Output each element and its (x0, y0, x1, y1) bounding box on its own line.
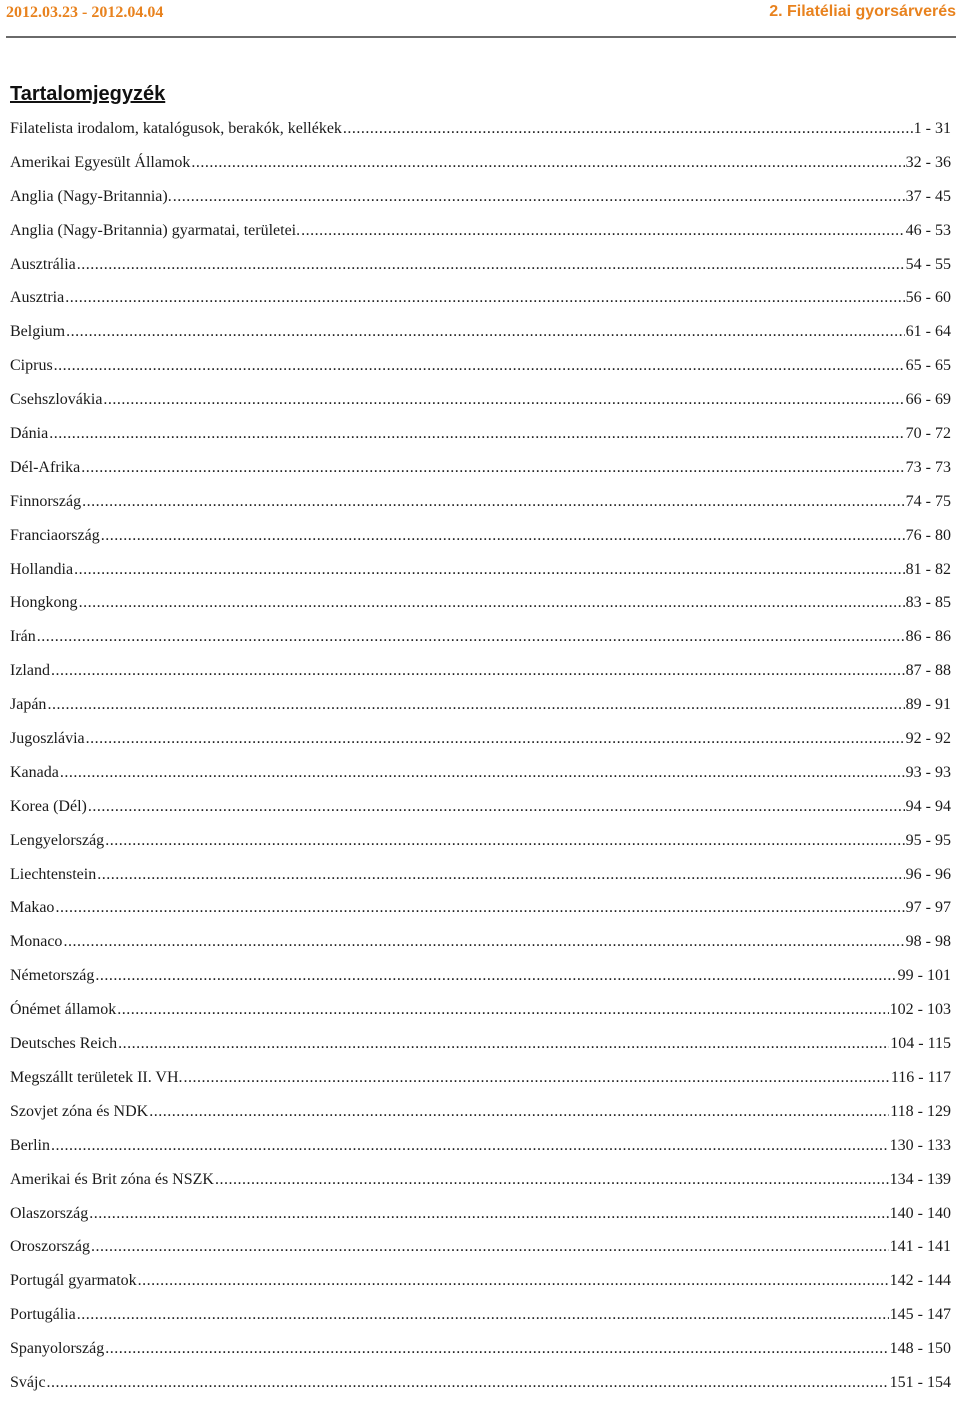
toc-entry-pages: 99 - 101 (897, 967, 951, 985)
toc-entry-pages: 140 - 140 (889, 1204, 951, 1222)
toc-heading: Tartalomjegyzék (10, 83, 166, 105)
toc-entry-label: Portugál gyarmatok (10, 1272, 137, 1290)
toc-entry[interactable] (10, 186, 951, 220)
toc-entry-label: Irán (10, 628, 36, 646)
toc-entry-label: Ausztria (10, 289, 65, 307)
toc-dot-leader (149, 1101, 889, 1123)
toc-dot-leader (301, 220, 905, 242)
toc-entry[interactable] (10, 321, 951, 355)
toc-entry-label: Szovjet zóna és NDK (10, 1102, 149, 1120)
toc-entry-pages: 130 - 133 (889, 1136, 951, 1154)
toc-dot-leader (66, 321, 905, 343)
toc-dot-leader (51, 1135, 889, 1157)
toc-entry-pages: 95 - 95 (905, 831, 951, 849)
toc-dot-leader (88, 796, 905, 818)
toc-entry-label: Csehszlovákia (10, 391, 103, 409)
toc-entry-label: Finnország (10, 492, 82, 510)
toc-entry[interactable] (10, 220, 951, 254)
toc-entry[interactable] (10, 152, 951, 186)
toc-entry[interactable] (10, 864, 951, 898)
toc-entry-label: Jugoszlávia (10, 730, 85, 748)
toc-entry[interactable] (10, 762, 951, 796)
toc-dot-leader (47, 1372, 889, 1394)
toc-entry-pages: 61 - 64 (905, 323, 951, 341)
toc-entry[interactable] (10, 1338, 951, 1372)
toc-entry[interactable] (10, 999, 951, 1033)
toc-entry[interactable] (10, 254, 951, 288)
toc-entry-pages: 83 - 85 (905, 594, 951, 612)
toc-entry-pages: 32 - 36 (905, 153, 951, 171)
toc-dot-leader (77, 1304, 889, 1326)
toc-entry[interactable] (10, 965, 951, 999)
toc-entry-label: Berlin (10, 1136, 50, 1154)
toc-dot-leader (55, 897, 904, 919)
toc-entry-pages: 1 - 31 (913, 120, 951, 137)
toc-entry-label: Kanada (10, 763, 59, 781)
toc-entry-label: Portugália (10, 1306, 76, 1324)
toc-entry-label: Filatelista irodalom, katalógusok, berakók, kellékek (10, 120, 342, 137)
toc-entry[interactable] (10, 1203, 951, 1237)
toc-entry[interactable] (10, 931, 951, 965)
toc-dot-leader (86, 728, 905, 750)
toc-entry-label: Izland (10, 662, 50, 680)
toc-dot-leader (97, 864, 904, 886)
toc-entry-pages: 145 - 147 (889, 1306, 951, 1324)
toc-entry-pages: 94 - 94 (905, 797, 951, 815)
toc-entry[interactable] (10, 830, 951, 864)
toc-entry[interactable] (10, 660, 951, 694)
toc-dot-leader (74, 559, 905, 581)
toc-entry[interactable] (10, 626, 951, 660)
toc-entry-label: Svájc (10, 1373, 46, 1391)
toc-entry-pages: 98 - 98 (905, 933, 951, 951)
toc-dot-leader (105, 1338, 888, 1360)
toc-entry-label: Spanyolország (10, 1340, 105, 1358)
toc-dot-leader (37, 626, 905, 648)
toc-entry-label: Deutsches Reich (10, 1035, 118, 1053)
toc-entry-pages: 93 - 93 (905, 763, 951, 781)
toc-entry[interactable] (10, 1135, 951, 1169)
toc-dot-leader (173, 186, 905, 208)
toc-entry[interactable] (10, 592, 951, 626)
toc-entry[interactable] (10, 1067, 951, 1101)
auction-title: 2. Filatéliai gyorsárverés (769, 3, 956, 20)
toc-dot-leader (103, 389, 904, 411)
toc-entry[interactable] (10, 1033, 951, 1067)
toc-entry-pages: 81 - 82 (905, 560, 951, 578)
toc-dot-leader (138, 1270, 889, 1292)
toc-dot-leader (89, 1203, 888, 1225)
toc-entry-pages: 70 - 72 (905, 425, 951, 443)
toc-entry[interactable] (10, 423, 951, 457)
toc-dot-leader (54, 355, 905, 377)
toc-entry-pages: 86 - 86 (905, 628, 951, 646)
toc-entry-label: Hollandia (10, 560, 74, 578)
toc-dot-leader (51, 660, 905, 682)
toc-entry[interactable] (10, 525, 951, 559)
toc-entry[interactable] (10, 287, 951, 321)
toc-entry-pages: 56 - 60 (905, 289, 951, 307)
toc-entry-pages: 148 - 150 (889, 1340, 951, 1358)
toc-entry[interactable] (10, 728, 951, 762)
page-header (6, 0, 956, 38)
toc-dot-leader (117, 999, 888, 1021)
toc-entry[interactable] (10, 559, 951, 593)
toc-entry-label: Japán (10, 696, 47, 714)
toc-entry-pages: 118 - 129 (890, 1102, 951, 1120)
toc-entry-pages: 76 - 80 (905, 526, 951, 544)
toc-entry-pages: 151 - 154 (889, 1373, 951, 1391)
toc-dot-leader (79, 592, 905, 614)
toc-entry-label: Oroszország (10, 1238, 90, 1256)
toc-dot-leader (118, 1033, 889, 1055)
toc-entry-pages: 92 - 92 (905, 730, 951, 748)
toc-dot-leader (95, 965, 896, 987)
toc-dot-leader (47, 694, 904, 716)
toc-dot-leader (105, 830, 904, 852)
toc-entry[interactable] (10, 355, 951, 389)
toc-entry[interactable] (10, 389, 951, 423)
toc-entry[interactable] (10, 1270, 951, 1304)
toc-entry-label: Dánia (10, 425, 49, 443)
toc-entry-label: Ónémet államok (10, 1001, 117, 1019)
toc-dot-leader (101, 525, 905, 547)
toc-entry[interactable] (10, 796, 951, 830)
toc-entry[interactable] (10, 118, 951, 152)
toc-entry-label: Franciaország (10, 526, 100, 544)
toc-entry[interactable] (10, 1101, 951, 1135)
toc-entry[interactable] (10, 491, 951, 525)
toc-dot-leader (215, 1169, 889, 1191)
toc-entry-pages: 141 - 141 (889, 1238, 951, 1256)
toc-entry[interactable] (10, 694, 951, 728)
toc-entry-label: Anglia (Nagy-Britannia) gyarmatai, területei. (10, 221, 301, 239)
toc-entry-pages: 102 - 103 (889, 1001, 951, 1019)
toc-entry-pages: 46 - 53 (905, 221, 951, 239)
toc-entry-label: Dél-Afrika (10, 458, 81, 476)
toc-entry-pages: 65 - 65 (905, 357, 951, 375)
toc-entry-label: Amerikai Egyesült Államok (10, 153, 191, 171)
toc-dot-leader (77, 254, 905, 276)
toc-dot-leader (81, 457, 904, 479)
toc-entry-pages: 134 - 139 (889, 1170, 951, 1188)
auction-date-range: 2012.03.23 - 2012.04.04 (6, 4, 164, 21)
toc-entry-pages: 89 - 91 (905, 696, 951, 714)
toc-entry-label: Olaszország (10, 1204, 89, 1222)
toc-dot-leader (60, 762, 905, 784)
toc-entry-label: Liechtenstein (10, 865, 97, 883)
toc-entry[interactable] (10, 1372, 951, 1406)
toc-entry[interactable] (10, 897, 951, 931)
toc-entry-label: Anglia (Nagy-Britannia). (10, 187, 172, 205)
toc-entry[interactable] (10, 1304, 951, 1338)
toc-entry-label: Megszállt területek II. VH. (10, 1068, 183, 1086)
toc-entry-label: Monaco (10, 933, 63, 951)
toc-entry-pages: 37 - 45 (905, 187, 951, 205)
toc-dot-leader (63, 931, 904, 953)
toc-entry-pages: 142 - 144 (889, 1272, 951, 1290)
toc-entry[interactable] (10, 457, 951, 491)
toc-dot-leader (91, 1236, 889, 1258)
toc-entry[interactable] (10, 1236, 951, 1270)
toc-entry-pages: 104 - 115 (890, 1035, 951, 1053)
toc-entry[interactable] (10, 1169, 951, 1203)
toc-entry-label: Hongkong (10, 594, 78, 612)
toc-dot-leader (82, 491, 905, 513)
toc-dot-leader (65, 287, 904, 309)
toc-dot-leader (343, 118, 913, 140)
toc-entry-label: Belgium (10, 323, 66, 341)
toc-dot-leader (184, 1067, 890, 1089)
toc-entry-pages: 97 - 97 (905, 899, 951, 917)
toc-entry-label: Makao (10, 899, 55, 917)
toc-dot-leader (49, 423, 904, 445)
toc-entry-label: Amerikai és Brit zóna és NSZK (10, 1170, 214, 1188)
toc-entry-label: Németország (10, 967, 95, 985)
toc-entry-pages: 66 - 69 (905, 391, 951, 409)
toc-entry-pages: 116 - 117 (890, 1068, 951, 1086)
toc-list (10, 118, 951, 1406)
toc-entry-label: Korea (Dél) (10, 797, 87, 815)
toc-entry-pages: 73 - 73 (905, 458, 951, 476)
toc-entry-pages: 96 - 96 (905, 865, 951, 883)
toc-entry-pages: 54 - 55 (905, 255, 951, 273)
toc-entry-label: Lengyelország (10, 831, 105, 849)
toc-entry-label: Ciprus (10, 357, 53, 375)
toc-entry-pages: 87 - 88 (905, 662, 951, 680)
toc-entry-label: Ausztrália (10, 255, 76, 273)
toc-dot-leader (191, 152, 904, 174)
toc-entry-pages: 74 - 75 (905, 492, 951, 510)
